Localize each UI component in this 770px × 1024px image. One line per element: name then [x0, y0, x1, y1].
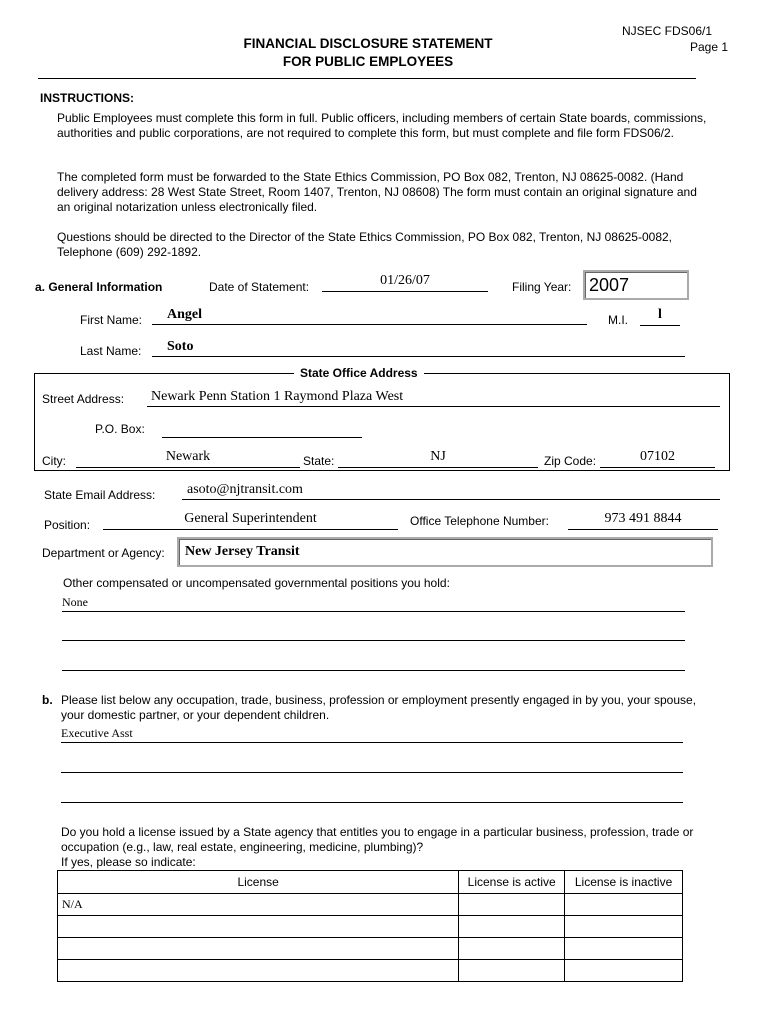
date-label: Date of Statement: [209, 280, 310, 294]
occupation-line-3[interactable] [61, 802, 683, 803]
first-name-field[interactable]: Angel [152, 307, 587, 325]
office-phone-label: Office Telephone Number: [410, 514, 549, 528]
email-label: State Email Address: [44, 488, 156, 502]
mi-field[interactable]: l [640, 307, 680, 326]
street-address-field[interactable]: Newark Penn Station 1 Raymond Plaza West [147, 389, 720, 407]
license-table-header [58, 871, 683, 894]
last-name-label: Last Name: [80, 344, 142, 358]
mi-label: M.I. [608, 313, 628, 327]
table-row [58, 894, 683, 916]
state-label: State: [303, 454, 335, 468]
license-cell[interactable] [58, 938, 459, 960]
email-field[interactable]: asoto@njtransit.com [182, 482, 720, 500]
license-active-cell[interactable] [459, 938, 565, 960]
license-active-cell[interactable] [459, 894, 565, 916]
first-name-label: First Name: [80, 313, 143, 327]
table-row [58, 916, 683, 938]
department-field[interactable] [177, 537, 713, 567]
position-field[interactable]: General Superintendent [103, 511, 398, 530]
table-row [58, 960, 683, 982]
date-field[interactable]: 01/26/07 [322, 273, 488, 292]
table-row [58, 938, 683, 960]
section-b-question: Please list below any occupation, trade, business, profession or employment presently engaged in by you, your spouse, your domestic partner, or your dependent children. [61, 693, 697, 722]
license-active-cell[interactable] [459, 960, 565, 982]
other-positions-line-2[interactable] [62, 640, 685, 641]
occupation-line-1[interactable]: Executive Asst [61, 726, 683, 743]
form-id: NJSEC FDS06/1 [622, 24, 713, 38]
other-positions-label: Other compensated or uncompensated governmental positions you hold: [63, 576, 450, 590]
state-field[interactable]: NJ [338, 449, 538, 468]
page-title: FINANCIAL DISCLOSURE STATEMENT [243, 36, 493, 51]
page-subtitle: FOR PUBLIC EMPLOYEES [282, 54, 454, 69]
city-field[interactable]: Newark [76, 449, 300, 468]
po-box-label: P.O. Box: [95, 422, 145, 436]
page-number: Page 1 [690, 40, 729, 54]
filing-year-field[interactable] [583, 270, 689, 300]
zip-code-label: Zip Code: [544, 454, 597, 468]
license-inactive-cell[interactable] [565, 960, 683, 982]
general-info-heading: a. General Information [35, 280, 163, 294]
position-label: Position: [44, 518, 91, 532]
city-label: City: [42, 454, 66, 468]
instructions-paragraph-2: The completed form must be forwarded to the State Ethics Commission, PO Box 082, Trenton, NJ 08625-0082. (Hand delivery address: 28 West State Street, Room 1407, Trenton, NJ 08608) The form must contain an original signature and an original notarization unless electronically filed. [57, 170, 697, 214]
license-prompt: If yes, please so indicate: [61, 855, 196, 869]
license-inactive-cell[interactable] [565, 916, 683, 938]
instructions-paragraph-1: Public Employees must complete this form in full. Public officers, including members of certain State boards, commissions, authorities and public corporations, are not required to complete this form, but must complete and file form FDS06/2. [57, 111, 707, 140]
license-cell[interactable]: N/A [58, 894, 459, 916]
header-rule [38, 78, 696, 79]
license-active-header: License is active [459, 871, 565, 894]
other-positions-line-3[interactable] [62, 670, 685, 671]
occupation-line-2[interactable] [61, 772, 683, 773]
po-box-field[interactable] [162, 419, 362, 438]
section-b-letter: b. [42, 693, 53, 707]
department-label: Department or Agency: [42, 546, 165, 560]
filing-year-label: Filing Year: [512, 280, 572, 294]
department-value: New Jersey Transit [185, 544, 300, 559]
license-inactive-header: License is inactive [565, 871, 683, 894]
license-question: Do you hold a license issued by a State agency that entitles you to engage in a particular business, profession, trade or occupation (e.g., law, real estate, engineering, medicine, plumbing)? [61, 825, 694, 854]
zip-code-field[interactable]: 07102 [600, 449, 715, 468]
filing-year-value: 2007 [589, 275, 630, 295]
license-inactive-cell[interactable] [565, 938, 683, 960]
state-office-address-label: State Office Address [294, 366, 424, 380]
office-phone-field[interactable]: 973 491 8844 [568, 511, 718, 530]
license-cell[interactable] [58, 916, 459, 938]
license-inactive-cell[interactable] [565, 894, 683, 916]
last-name-field[interactable]: Soto [152, 339, 685, 357]
street-address-label: Street Address: [42, 392, 125, 406]
license-header: License [58, 871, 459, 894]
license-cell[interactable] [58, 960, 459, 982]
instructions-heading: INSTRUCTIONS: [40, 91, 134, 105]
license-active-cell[interactable] [459, 916, 565, 938]
license-table [57, 870, 683, 982]
instructions-paragraph-3: Questions should be directed to the Director of the State Ethics Commission, PO Box 082, Trenton, NJ 08625-0082, Telephone (609) 292-1892. [57, 230, 672, 259]
other-positions-line-1[interactable]: None [62, 595, 685, 612]
